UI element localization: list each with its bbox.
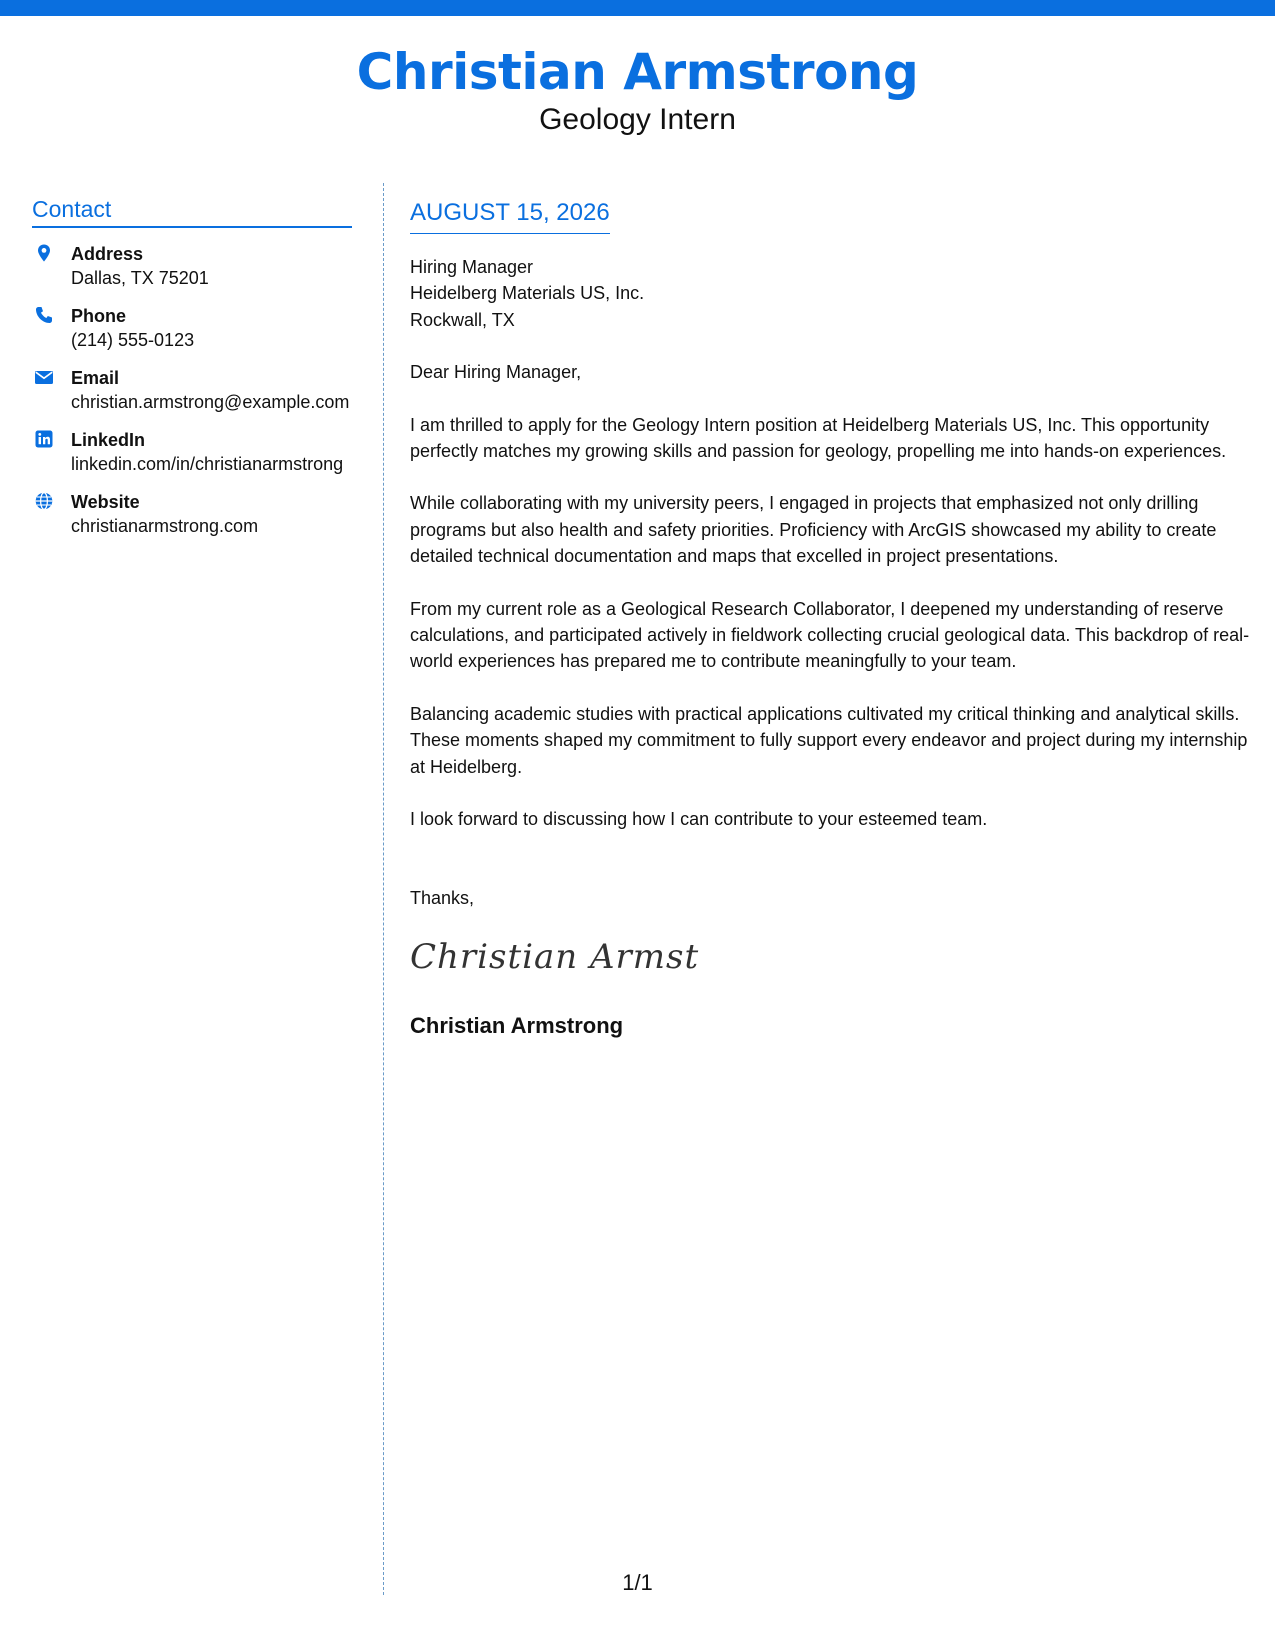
globe-icon bbox=[34, 491, 54, 511]
letter-paragraph: While collaborating with my university peers, I engaged in projects that emphasized not only drilling programs but also health and safety priorities. Proficiency with ArcGIS showcased my ability to create detailed technical documentation and maps that excelled in project presentations. bbox=[410, 493, 1217, 567]
contact-email bbox=[32, 366, 352, 415]
letter-greeting: Dear Hiring Manager, bbox=[410, 362, 582, 383]
contact-address bbox=[32, 242, 352, 291]
contact-label: LinkedIn bbox=[71, 430, 146, 450]
phone-icon bbox=[34, 305, 54, 325]
contact-website-link[interactable]: christianarmstrong.com bbox=[71, 516, 259, 536]
contact-sidebar bbox=[32, 196, 352, 552]
contact-email-link[interactable]: christian.armstrong@example.com bbox=[71, 392, 350, 412]
contact-value: Dallas, TX 75201 bbox=[71, 268, 209, 288]
page-number: 1/1 bbox=[622, 1570, 653, 1595]
contact-linkedin-link[interactable]: linkedin.com/in/christianarmstrong bbox=[71, 454, 344, 474]
contact-website bbox=[32, 490, 352, 539]
map-pin-icon bbox=[34, 243, 54, 263]
contact-label: Address bbox=[71, 244, 144, 264]
letter-date: AUGUST 15, 2026 bbox=[410, 198, 610, 234]
linkedin-icon bbox=[34, 429, 54, 449]
signed-name: Christian Armstrong bbox=[410, 1012, 624, 1038]
contact-label: Website bbox=[71, 492, 140, 512]
document-header bbox=[0, 40, 1275, 138]
contact-linkedin bbox=[32, 428, 352, 477]
applicant-title: Geology Intern bbox=[539, 103, 736, 136]
contact-section-title: Contact bbox=[32, 196, 352, 228]
letter-paragraph: From my current role as a Geological Research Collaborator, I deepened my understanding of reserve calculations, and participated actively in fieldwork collecting crucial geological data. This backdrop of real-world experiences has prepared me to contribute meaningfully to your team. bbox=[410, 598, 1250, 672]
column-divider bbox=[383, 183, 384, 1595]
letter-paragraph: Balancing academic studies with practical applications cultivated my critical thinking and analytical skills. These moments shaped my commitment to fully support every endeavor and project during my internship at Heidelberg. bbox=[410, 703, 1248, 777]
contact-value: (214) 555-0123 bbox=[71, 330, 195, 350]
contact-phone bbox=[32, 304, 352, 353]
letter-paragraph: I am thrilled to apply for the Geology Intern position at Heidelberg Materials US, Inc. This opportunity perfectly matches my growing skills and passion for geology, propelling me into hands-on experiences. bbox=[410, 414, 1227, 462]
recipient-line: Rockwall, TX bbox=[410, 309, 515, 330]
applicant-name: Christian Armstrong bbox=[356, 43, 919, 101]
letter-body bbox=[410, 198, 1255, 1039]
letter-closing: Thanks, bbox=[410, 887, 475, 908]
handwritten-signature: Christian Armst bbox=[410, 936, 700, 977]
recipient-line: Hiring Manager bbox=[410, 257, 534, 277]
letter-paragraph: I look forward to discussing how I can contribute to your esteemed team. bbox=[410, 809, 988, 830]
contact-label: Phone bbox=[71, 306, 127, 326]
recipient-block bbox=[410, 254, 1255, 333]
recipient-line: Heidelberg Materials US, Inc. bbox=[410, 283, 645, 304]
contact-label: Email bbox=[71, 368, 120, 388]
envelope-icon bbox=[34, 367, 54, 387]
top-accent-bar bbox=[0, 0, 1275, 16]
